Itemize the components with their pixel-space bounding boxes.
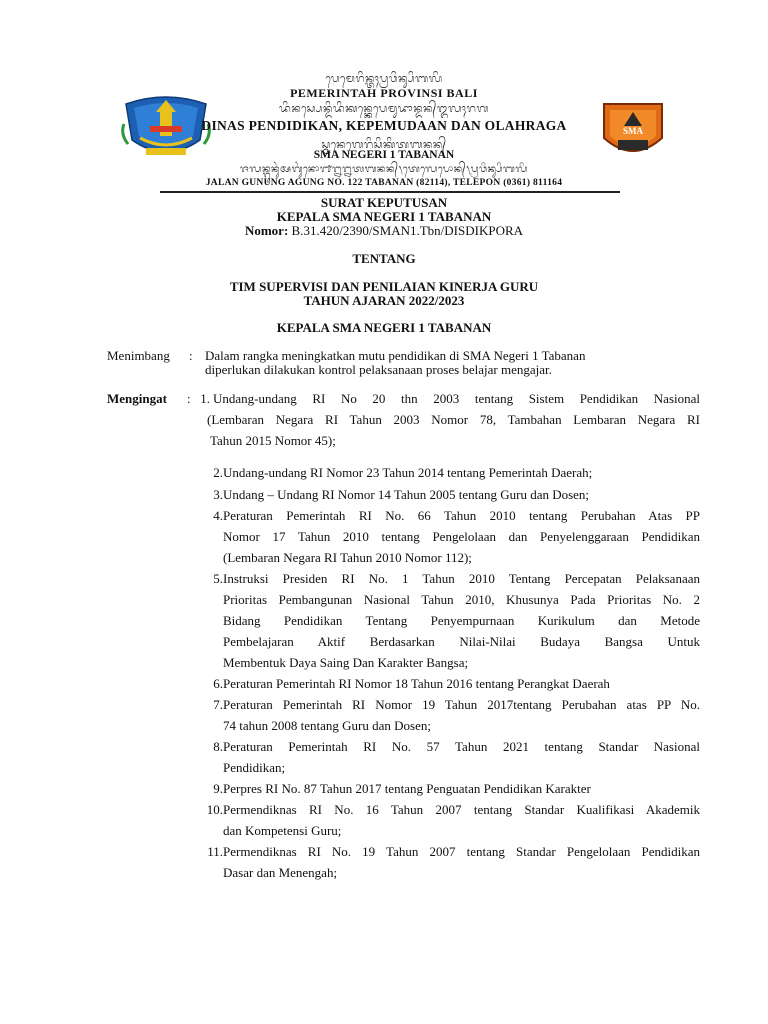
list-item-number: 8. <box>213 739 223 754</box>
number-label: Nomor: <box>244 223 289 238</box>
list-item-line: Permendiknas RI No. 16 Tahun 2007 tentang Standar Kualifikasi Akademik <box>223 802 700 817</box>
mengingat-colon: : <box>187 391 191 406</box>
list-item-line: Peraturan Pemerintah RI Nomor 18 Tahun 2016 tentang Perangkat Daerah <box>223 676 610 691</box>
about-heading: TENTANG <box>352 251 416 266</box>
list-item-number: 10. <box>206 802 223 817</box>
list-item <box>223 505 700 568</box>
document-type: SURAT KEPUTUSAN <box>320 195 448 210</box>
list-item <box>223 799 700 841</box>
list-item-line: Instruksi Presiden RI No. 1 Tahun 2010 Tentang Percepatan Pelaksanaan <box>223 571 700 586</box>
mengingat-label: Mengingat <box>107 391 167 406</box>
list-item-line: Permendiknas RI No. 19 Tahun 2007 tentang Standar Pengelolaan Pendidikan <box>223 844 700 859</box>
list-item-line: Peraturan Pemerintah RI No. 57 Tahun 2021 tentang Standar Nasional <box>223 739 700 754</box>
list-item-line: Prioritas Pembangunan Nasional Tahun 2010, Khusunya Pada Prioritas No. 2 <box>223 592 700 607</box>
list-item-number: 7. <box>213 697 223 712</box>
list-item-line: Perpres RI No. 87 Tahun 2017 tentang Penguatan Pendidikan Karakter <box>223 781 591 796</box>
list-item-line: Tahun 2015 Nomor 45); <box>210 433 336 448</box>
list-item-line: Undang – Undang RI Nomor 14 Tahun 2005 tentang Guru dan Dosen; <box>223 487 590 502</box>
list-item-number: 2. <box>213 465 223 480</box>
list-item-line: Peraturan Pemerintah RI No. 66 Tahun 2010 tentang Perubahan Atas PP <box>223 508 700 523</box>
menimbang-line-1: Dalam rangka meningkatkan mutu pendidikan di SMA Negeri 1 Tabanan <box>205 348 586 363</box>
list-item <box>223 462 700 483</box>
government-name: PEMERINTAH PROVINSI BALI <box>290 86 478 100</box>
balinese-government-line: ᬧᬾᬫᬾᬭᬶᬦ᭄ᬢᬄᬧ᭄ᬭᬯᬶᬦ᭄ᬲᬶᬩᬮᬶ <box>325 72 443 85</box>
list-item-line: Dasar dan Menengah; <box>223 865 338 880</box>
list-item-number: 1. <box>200 391 210 406</box>
list-item-number: 6. <box>213 676 223 691</box>
list-item-line: Pendidikan; <box>223 760 286 775</box>
list-item-line: (Lembaran Negara RI Tahun 2010 Nomor 112); <box>223 550 472 565</box>
list-item <box>223 736 700 778</box>
document-number <box>0 223 768 239</box>
list-item-number: 4. <box>213 508 223 523</box>
list-item-line: 74 tahun 2008 tentang Guru dan Dosen; <box>223 718 431 733</box>
list-item-number: 3. <box>213 487 223 502</box>
list-item-line: Nomor 17 Tahun 2010 tentang Pengelolaan dan Penyelenggaraan Pendidikan <box>223 529 700 544</box>
list-item-line: (Lembaran Negara RI Tahun 2003 Nomor 78, Tambahan Lembaran Negara RI <box>207 412 700 427</box>
subject-line-2: TAHUN AJARAN 2022/2023 <box>303 293 465 308</box>
school-address: JALAN GUNUNG AGUNG NO. 122 TABANAN (82114), TELEPON (0361) 811164 <box>205 178 563 188</box>
menimbang-line-2: diperlukan dilakukan kontrol pelaksanaan proses belajar mengajar. <box>205 362 552 377</box>
list-item-line: Undang-undang RI Nomor 23 Tahun 2014 tentang Pemerintah Daerah; <box>223 465 593 480</box>
list-item-number: 9. <box>213 781 223 796</box>
menimbang-label: Menimbang <box>107 348 170 363</box>
balinese-address-line: ᬚᬮᬦ᭄ᬕᬸᬦᬸᬂᬅᬕᬸᬂᬦᭀ᭑᭒᭒ᬢᬩᬦᬦ᭄᭞ᬢᬾᬮᬾᬧᭀᬦ᭄᭞ᬧ᭄ᬭᬯᬶᬦ᭄ᬲᬶᬩᬮᬶ <box>239 164 529 175</box>
list-item-number: 11. <box>207 844 223 859</box>
list-item-line: Bidang Pendidikan Tentang Penyempurnaan Kurikulum dan Metode <box>223 613 700 628</box>
list-item <box>223 484 700 505</box>
list-item-line: Pembelajaran Aktif Berdasarkan Nilai-Nilai Budaya Bangsa Untuk <box>223 634 700 649</box>
menimbang-colon: : <box>189 348 193 363</box>
subject-line-1: TIM SUPERVISI DAN PENILAIAN KINERJA GURU <box>229 279 539 294</box>
list-item-line: Peraturan Pemerintah RI Nomor 19 Tahun 2017tentang Perubahan atas PP No. <box>223 697 700 712</box>
letterhead-divider <box>160 191 620 193</box>
list-item <box>207 388 700 451</box>
list-item-line: dan Kompetensi Guru; <box>223 823 342 838</box>
list-item <box>223 778 700 799</box>
issuer-title-2: KEPALA SMA NEGERI 1 TABANAN <box>276 320 492 335</box>
agency-name: DINAS PENDIDIKAN, KEPEMUDAAN DAN OLAHRAGA <box>201 118 567 133</box>
emblem-label: SMA <box>623 126 643 136</box>
list-item-number: 5. <box>213 571 223 586</box>
balinese-school-line: ᬲ᭄ᬫᬦᬾᬕᬾᬭᬶᬲᬶᬓᬶᬢᬩᬦᬦ᭄ <box>321 138 447 151</box>
balinese-agency-line: ᬤᬶᬦᬲ᭄ᬧᬾᬦ᭄ᬤᬶᬤᬶᬓᬦ᭄ᬓᬾᬧᬾᬫᬸᬤᬵᬦ᭄ᬤᬦ᭄ᬑᬮᬄᬭᬕ <box>279 102 489 115</box>
list-item <box>223 673 700 694</box>
issuer-title: KEPALA SMA NEGERI 1 TABANAN <box>276 209 492 224</box>
list-item <box>223 568 700 673</box>
list-item <box>223 694 700 736</box>
list-item <box>223 841 700 883</box>
school-name: SMA NEGERI 1 TABANAN <box>313 149 455 161</box>
list-item-line: Membentuk Daya Saing Dan Karakter Bangsa; <box>223 655 469 670</box>
list-item-line: Undang-undang RI No 20 thn 2003 tentang Sistem Pendidikan Nasional <box>213 391 700 406</box>
number-value: B.31.420/2390/SMAN1.Tbn/DISDIKPORA <box>288 223 524 238</box>
